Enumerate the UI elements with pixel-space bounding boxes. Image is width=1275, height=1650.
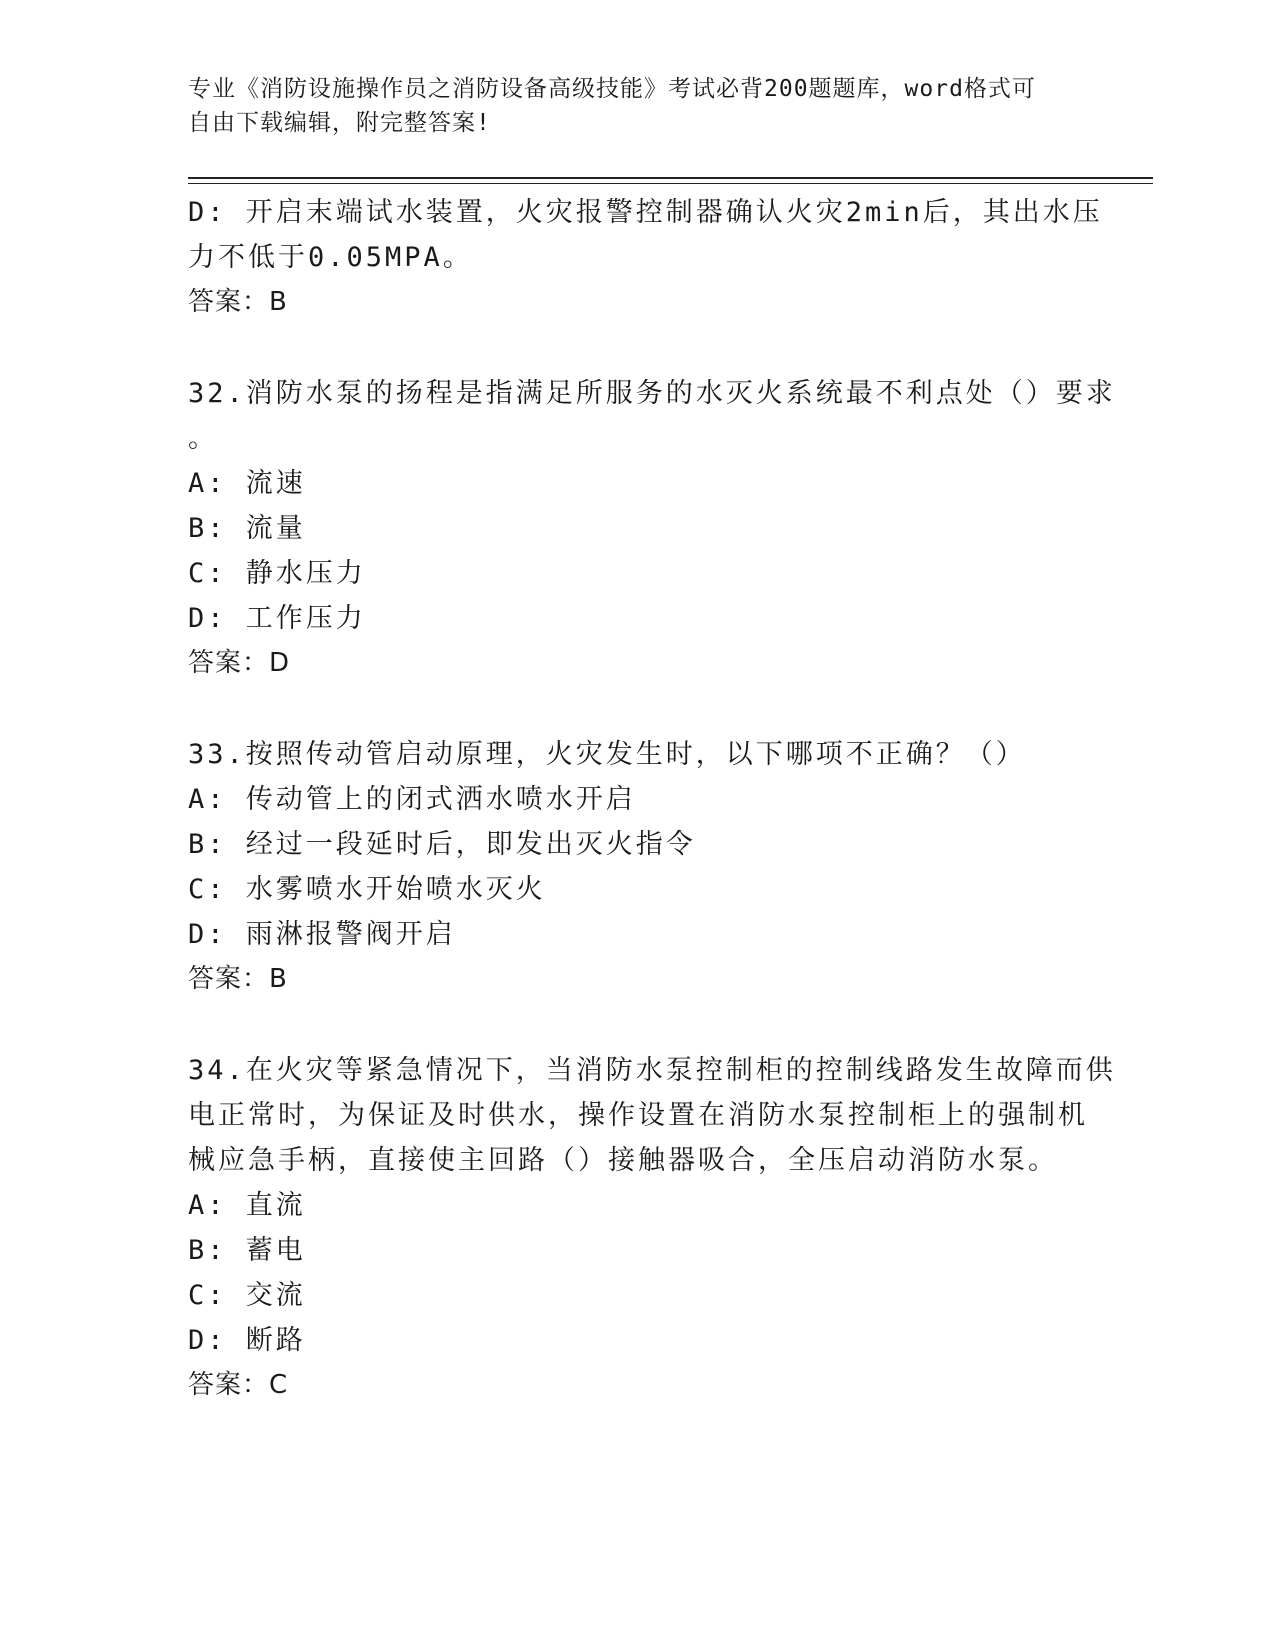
- answer: 答案：D: [188, 648, 291, 678]
- header-line-1: 专业《消防设施操作员之消防设备高级技能》考试必背200题题库，word格式可: [188, 76, 1036, 102]
- option-b: B: 流量: [188, 513, 306, 544]
- header-rule-thin: [188, 183, 1153, 184]
- option-d: D: 断路: [188, 1325, 306, 1356]
- option-d: D: 工作压力: [188, 603, 366, 634]
- answer: 答案：B: [188, 964, 288, 994]
- option-a: A: 直流: [188, 1190, 306, 1221]
- question-32: [188, 371, 1116, 686]
- previous-question-tail: [188, 190, 1103, 325]
- answer: 答案：C: [188, 1370, 289, 1400]
- question-list: [188, 190, 1116, 1408]
- question-33: [188, 732, 1088, 1002]
- option-d-continued: 力不低于0.05MPA。: [188, 242, 473, 273]
- option-c: C: 交流: [188, 1280, 306, 1311]
- question-text: 32.消防水泵的扬程是指满足所服务的水灭火系统最不利点处（）要求: [188, 378, 1116, 409]
- option-b: B: 经过一段延时后，即发出灭火指令: [188, 829, 696, 860]
- option-c: C: 水雾喷水开始喷水灭火: [188, 874, 546, 905]
- option-b: B: 蓄电: [188, 1235, 306, 1266]
- option-c: C: 静水压力: [188, 558, 366, 589]
- header-line-2: 自由下载编辑，附完整答案!: [188, 110, 491, 136]
- question-text: 33.按照传动管启动原理，火灾发生时，以下哪项不正确？（）: [188, 739, 1026, 770]
- question-text-continued: 电正常时，为保证及时供水，操作设置在消防水泵控制柜上的强制机: [188, 1100, 1088, 1131]
- option-d: D: 开启末端试水装置，火灾报警控制器确认火灾2min后，其出水压: [188, 197, 1103, 228]
- option-d: D: 雨淋报警阀开启: [188, 919, 456, 950]
- option-a: A: 传动管上的闭式洒水喷水开启: [188, 784, 636, 815]
- question-34: [188, 1048, 1116, 1408]
- answer: 答案：B: [188, 287, 288, 317]
- question-text-continued: 。: [188, 423, 218, 454]
- option-a: A: 流速: [188, 468, 306, 499]
- question-text-continued: 械应急手柄，直接使主回路（）接触器吸合，全压启动消防水泵。: [188, 1145, 1058, 1176]
- header-rule-thick: [188, 177, 1153, 179]
- question-text: 34.在火灾等紧急情况下，当消防水泵控制柜的控制线路发生故障而供: [188, 1055, 1116, 1086]
- document-header: [188, 72, 1088, 140]
